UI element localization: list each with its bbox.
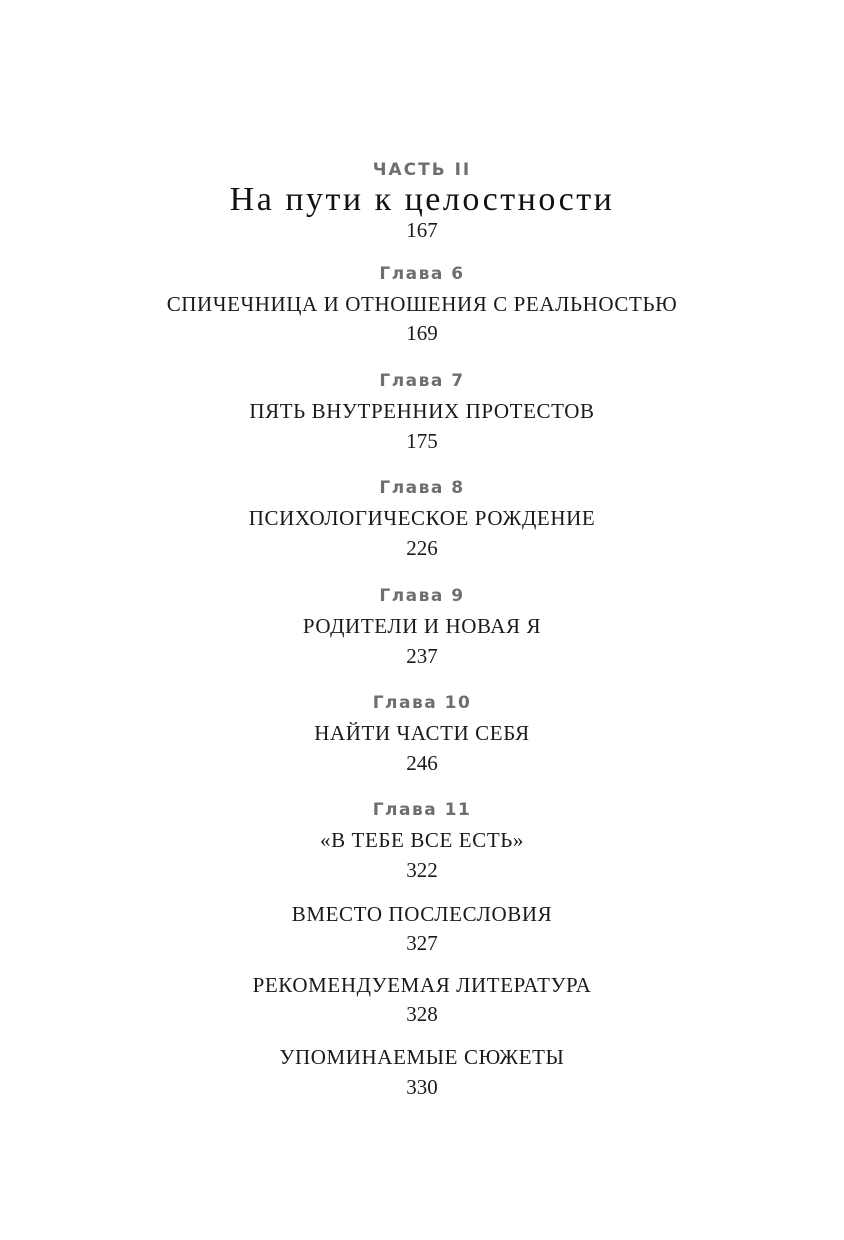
chapter-11-title: «В ТЕБЕ ВСЕ ЕСТЬ» (319, 828, 525, 852)
chapter-9-label: Глава 9 (379, 586, 465, 606)
afterword-title: ВМЕСТО ПОСЛЕСЛОВИЯ (291, 902, 553, 926)
afterword-page-number: 327 (406, 931, 438, 955)
chapter-6-page-number: 169 (406, 321, 438, 345)
chapter-8-title: ПСИХОЛОГИЧЕСКОЕ РОЖДЕНИЕ (248, 506, 596, 530)
mentioned-plots-title: УПОМИНАЕМЫЕ СЮЖЕТЫ (279, 1045, 565, 1069)
chapter-9-title: РОДИТЕЛИ И НОВАЯ Я (302, 614, 542, 638)
chapter-10-page-number: 246 (406, 751, 438, 775)
chapter-6-label: Глава 6 (379, 264, 465, 284)
part-title: На пути к целостности (229, 181, 615, 218)
chapter-11-label: Глава 11 (372, 800, 472, 820)
chapter-6-title: СПИЧЕЧНИЦА И ОТНОШЕНИЯ С РЕАЛЬНОСТЬЮ (166, 292, 678, 316)
chapter-8-label: Глава 8 (379, 478, 465, 498)
part-page-number: 167 (406, 218, 438, 242)
chapter-7-title: ПЯТЬ ВНУТРЕННИХ ПРОТЕСТОВ (249, 399, 595, 423)
chapter-7-label: Глава 7 (379, 371, 465, 391)
recommended-reading-page-number: 328 (406, 1002, 438, 1026)
chapter-9-page-number: 237 (406, 644, 438, 668)
chapter-7-page-number: 175 (406, 429, 438, 453)
chapter-10-title: НАЙТИ ЧАСТИ СЕБЯ (314, 721, 530, 745)
chapter-8-page-number: 226 (406, 536, 438, 560)
part-label: ЧАСТЬ II (372, 160, 472, 180)
chapter-10-label: Глава 10 (372, 693, 472, 713)
chapter-11-page-number: 322 (406, 858, 438, 882)
mentioned-plots-page-number: 330 (406, 1075, 438, 1099)
recommended-reading-title: РЕКОМЕНДУЕМАЯ ЛИТЕРАТУРА (252, 973, 592, 997)
